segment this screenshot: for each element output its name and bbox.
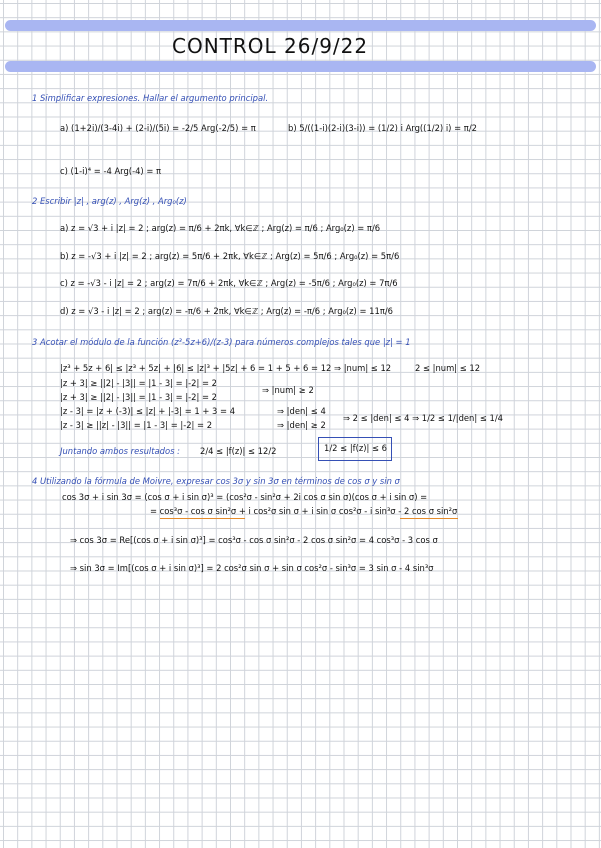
step-4-cos-result: ⇒ cos 3σ = Re[(cos σ + i sin σ)³] = cos³σ - cos σ sin²σ - 2 cos σ sin²σ = 4 cos³σ - 3 cos σ	[70, 535, 438, 545]
final-result: 1/2 ≤ |f(z)| ≤ 6	[324, 443, 388, 453]
highlight-underline-1	[160, 518, 245, 519]
step-3-line-1: |z³ + 5z + 6| ≤ |z³ + 5z| + |6| ≤ |z|³ + |5z| + 6 = 1 + 5 + 6 = 12 ⇒ |num| ≤ 12	[60, 363, 392, 373]
header-band-top	[5, 20, 596, 31]
question-4: 4 Utilizando la fórmula de Moivre, expresar cos 3σ y sin 3σ en términos de cos σ y sin σ	[32, 476, 400, 486]
page-title: CONTROL 26/9/22	[172, 34, 369, 58]
step-3-line-3-result: ⇒ |num| ≥ 2	[262, 385, 314, 395]
combined-results-label: Juntando ambos resultados :	[60, 446, 180, 456]
step-3-den-bounds: ⇒ 2 ≤ |den| ≤ 4 ⇒ 1/2 ≤ 1/|den| ≤ 1/4	[343, 413, 503, 423]
step-3-line-4-result: ⇒ |den| ≤ 4	[277, 406, 326, 416]
step-4-line-1: cos 3σ + i sin 3σ = (cos σ + i sin σ)³ = (cos²σ - sin²σ + 2i cos σ sin σ)(cos σ + i sin σ) =	[62, 492, 428, 502]
answer-2c: c) z = -√3 - i |z| = 2 ; arg(z) = 7π/6 + 2πk, ∀k∈ℤ ; Arg(z) = -5π/6 ; Arg₀(z) = 7π/6	[60, 278, 398, 288]
answer-1a: a) (1+2i)/(3-4i) + (2-i)/(5i) = -2/5 Arg(-2/5) = π	[60, 123, 256, 133]
step-3-line-5-result: ⇒ |den| ≥ 2	[277, 420, 326, 430]
answer-2b: b) z = -√3 + i |z| = 2 ; arg(z) = 5π/6 + 2πk, ∀k∈ℤ ; Arg(z) = 5π/6 ; Arg₀(z) = 5π/6	[60, 251, 400, 261]
step-3-line-2: |z + 3| ≥ ||2| - |3|| = |1 - 3| = |-2| = 2	[60, 378, 217, 388]
step-3-line-5: |z - 3| ≥ ||z| - |3|| = |1 - 3| = |-2| = 2	[60, 420, 213, 430]
step-3-line-4: |z - 3| = |z + (-3)| ≤ |z| + |-3| = 1 + 3 = 4	[60, 406, 236, 416]
step-3-line-1-result: 2 ≤ |num| ≤ 12	[415, 363, 481, 373]
answer-2a: a) z = √3 + i |z| = 2 ; arg(z) = π/6 + 2πk, ∀k∈ℤ ; Arg(z) = π/6 ; Arg₀(z) = π/6	[60, 223, 381, 233]
answer-1c: c) (1-i)⁴ = -4 Arg(-4) = π	[60, 166, 162, 176]
answer-2d: d) z = √3 - i |z| = 2 ; arg(z) = -π/6 + 2πk, ∀k∈ℤ ; Arg(z) = -π/6 ; Arg₀(z) = 11π/6	[60, 306, 394, 316]
question-3: 3 Acotar el módulo de la función (z³-5z+6)/(z-3) para números complejos tales que |z| = 1	[32, 337, 411, 347]
header-band-bottom	[5, 61, 596, 72]
question-1: 1 Simplificar expresiones. Hallar el argumento principal.	[32, 93, 269, 103]
step-4-sin-result: ⇒ sin 3σ = Im[(cos σ + i sin σ)³] = 2 cos²σ sin σ + sin σ cos²σ - sin³σ = 3 sin σ - 4 sin³σ	[70, 563, 434, 573]
question-2: 2 Escribir |z| , arg(z) , Arg(z) , Arg₀(z)	[32, 196, 187, 206]
highlight-underline-2	[400, 518, 458, 519]
step-4-line-2: = cos³σ - cos σ sin²σ + i cos²σ sin σ + i sin σ cos²σ - i sin³σ - 2 cos σ sin²σ	[150, 506, 458, 516]
step-3-line-3: |z + 3| ≥ ||2| - |3|| = |1 - 3| = |-2| = 2	[60, 392, 217, 402]
answer-1b: b) 5/((1-i)(2-i)(3-i)) = (1/2) i Arg((1/2) i) = π/2	[288, 123, 477, 133]
combined-results-raw: 2/4 ≤ |f(z)| ≤ 12/2	[200, 446, 277, 456]
